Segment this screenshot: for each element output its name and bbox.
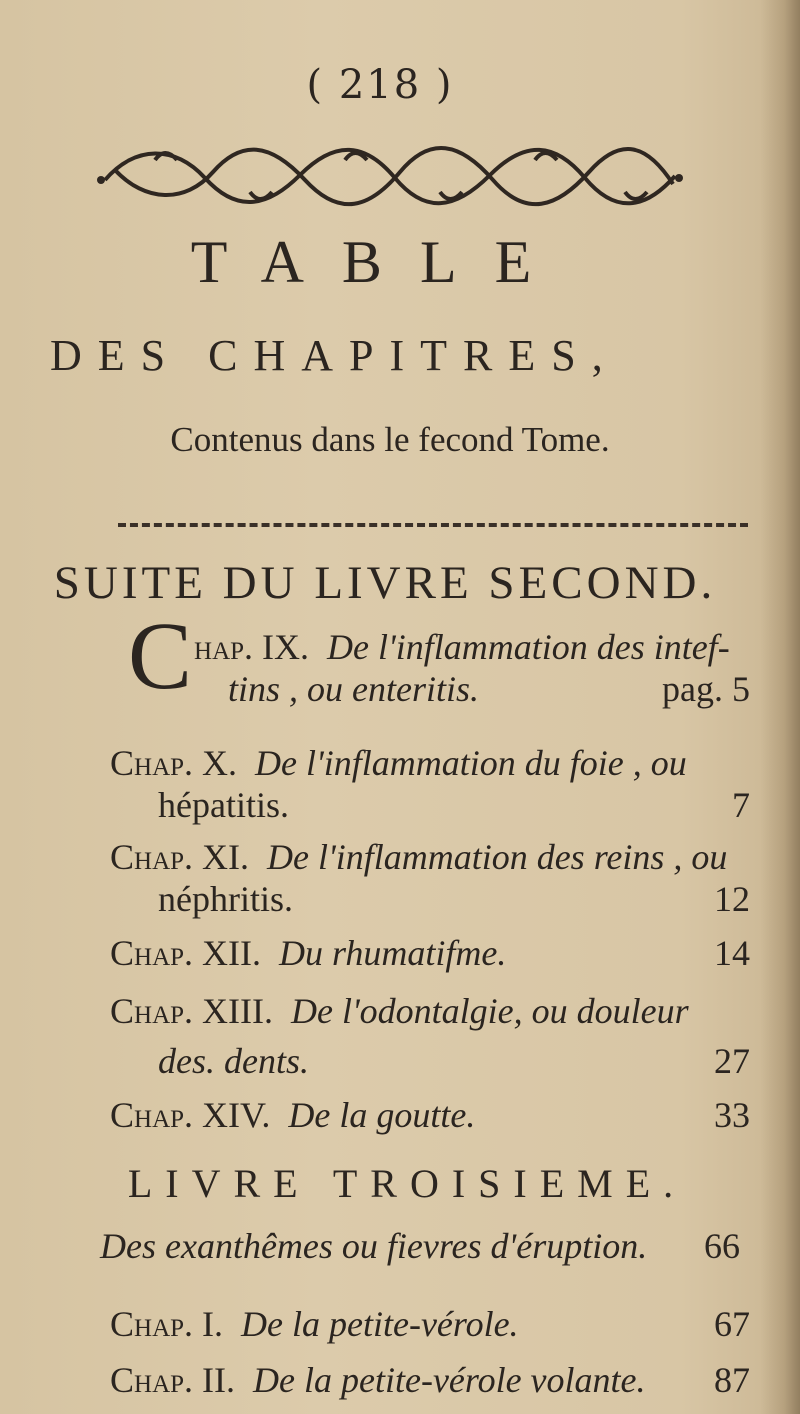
page-reference: 12 [714,879,750,919]
chapter-title: De la goutte. [288,1095,476,1135]
toc-entry-chap-xiii-continued [110,1040,750,1082]
section-heading-livre-troisieme: LIVRE TROISIEME. [127,1161,687,1206]
toc-entry-chap-ix [128,602,750,710]
chapter-title: De la petite-vérole volante. [253,1360,646,1400]
chapter-label: Chap. X. [110,743,238,783]
page-reference: 7 [732,785,750,825]
chapter-title-continued: hépatitis. [158,785,289,825]
toc-entry-chap-i [110,1303,750,1345]
toc-entry-chap-ii [110,1359,750,1401]
page-reference: 66 [704,1226,740,1266]
chapter-title-continued: des. dents. [158,1041,309,1081]
page-reference: 27 [714,1041,750,1081]
drop-cap: C [128,602,193,709]
page-reference: 33 [714,1095,750,1135]
chapter-title: De l'inflammation des reins , ou [267,837,728,877]
chapter-title: De la petite-vérole. [241,1304,519,1344]
chapter-title: Des exanthêmes ou fievres d'éruption. [100,1226,648,1266]
toc-entry-chap-xiv [110,1094,750,1136]
chapter-label: hap. IX. [194,627,310,667]
chapter-title-continued: tins , ou enteritis. [228,669,480,709]
chapter-label: Chap. XII. [110,933,261,973]
divider-rule [118,523,748,527]
subtitle: Contenus dans le fecond Tome. [170,420,610,459]
chapter-label: Chap. I. [110,1304,224,1344]
decorative-ornament-band [95,140,685,212]
chapter-title: De l'odontalgie, ou douleur [291,991,689,1031]
page-number-header: ( 218 ) [306,62,454,108]
page-reference: 87 [714,1360,750,1400]
chapter-title: Du rhumatifme. [279,933,507,973]
chapter-title: De l'inflammation des intef- [327,627,730,667]
chapter-label: Chap. II. [110,1360,236,1400]
toc-entry-chap-xi [110,836,750,920]
chapter-label: Chap. XIII. [110,991,273,1031]
title-chapitres: DES CHAPITRES, [50,331,619,380]
chapter-label: Chap. XIV. [110,1095,271,1135]
toc-entry-chap-x [110,742,750,826]
toc-entry-chap-xiii [110,990,750,1032]
page-reference: 14 [714,933,750,973]
section-heading-livre-second: SUITE DU LIVRE SECOND. [53,557,717,609]
toc-entry-chap-xii [110,932,750,974]
chapter-title: De l'inflammation du foie , ou [255,743,687,783]
toc-entry-exanthemes [100,1225,740,1267]
page-reference: pag. 5 [662,669,750,709]
page-reference: 67 [714,1304,750,1344]
chapter-label: Chap. XI. [110,837,250,877]
chapter-title-continued: néphritis. [158,879,293,919]
title-table: TABLE [190,229,570,295]
